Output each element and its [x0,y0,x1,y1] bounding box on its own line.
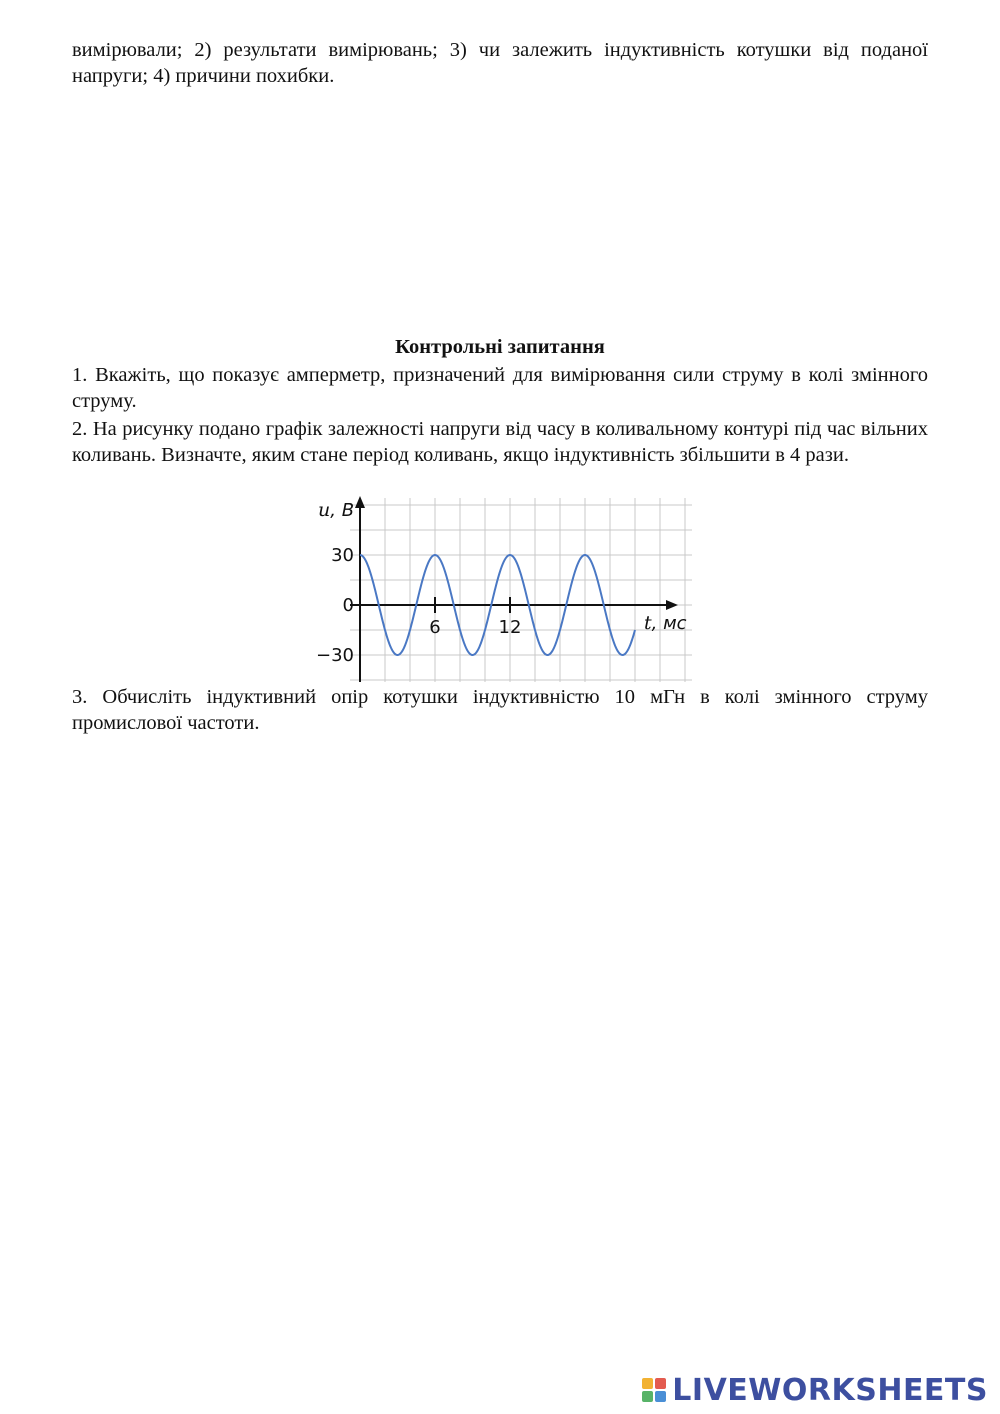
logo-mark-icon [642,1378,666,1402]
x-tick-label: 12 [498,617,522,638]
x-tick-label: 6 [429,617,441,638]
question-2: 2. На рисунку подано графік залежності напруги від часу в коливальному контурі під час вільних коливань. Визначте, яким стане період коливань, якщо індуктивність збільшити в 4 рази. [72,418,928,466]
logo-square-1 [642,1378,653,1389]
x-axis-arrow [666,600,678,610]
intro-paragraph: вимірювали; 2) результати вимірювань; 3) чи залежить індуктивність котушки від поданої напруги; 4) причини похибки. [72,39,928,87]
liveworksheets-logo [642,1372,988,1408]
y-axis-label [318,499,354,521]
question-1: 1. Вкажіть, що показує амперметр, призначений для вимірювання сили струму в колі змінного струму. [72,364,928,412]
y-axis-unit: , В [330,500,355,521]
logo-square-3 [642,1391,653,1402]
y-tick-label: −30 [316,645,354,666]
chart-svg [300,492,700,684]
logo-square-2 [655,1378,666,1389]
x-axis-var: t [644,612,652,634]
question-3: 3. Обчисліть індуктивний опір котушки індуктивністю 10 мГн в колі змінного струму промислової частоти. [72,686,928,734]
y-tick-label: 0 [342,595,354,616]
logo-text: LIVEWORKSHEETS [672,1372,988,1408]
x-axis-label [644,612,687,634]
y-tick-label: 30 [331,545,354,566]
y-axis-arrow [355,496,365,508]
y-axis-var: u [318,499,331,521]
voltage-time-chart [300,492,700,684]
chart-grid [350,498,692,682]
logo-square-4 [655,1391,666,1402]
x-axis-unit: , мс [651,613,687,634]
section-heading: Контрольні запитання [395,336,605,358]
